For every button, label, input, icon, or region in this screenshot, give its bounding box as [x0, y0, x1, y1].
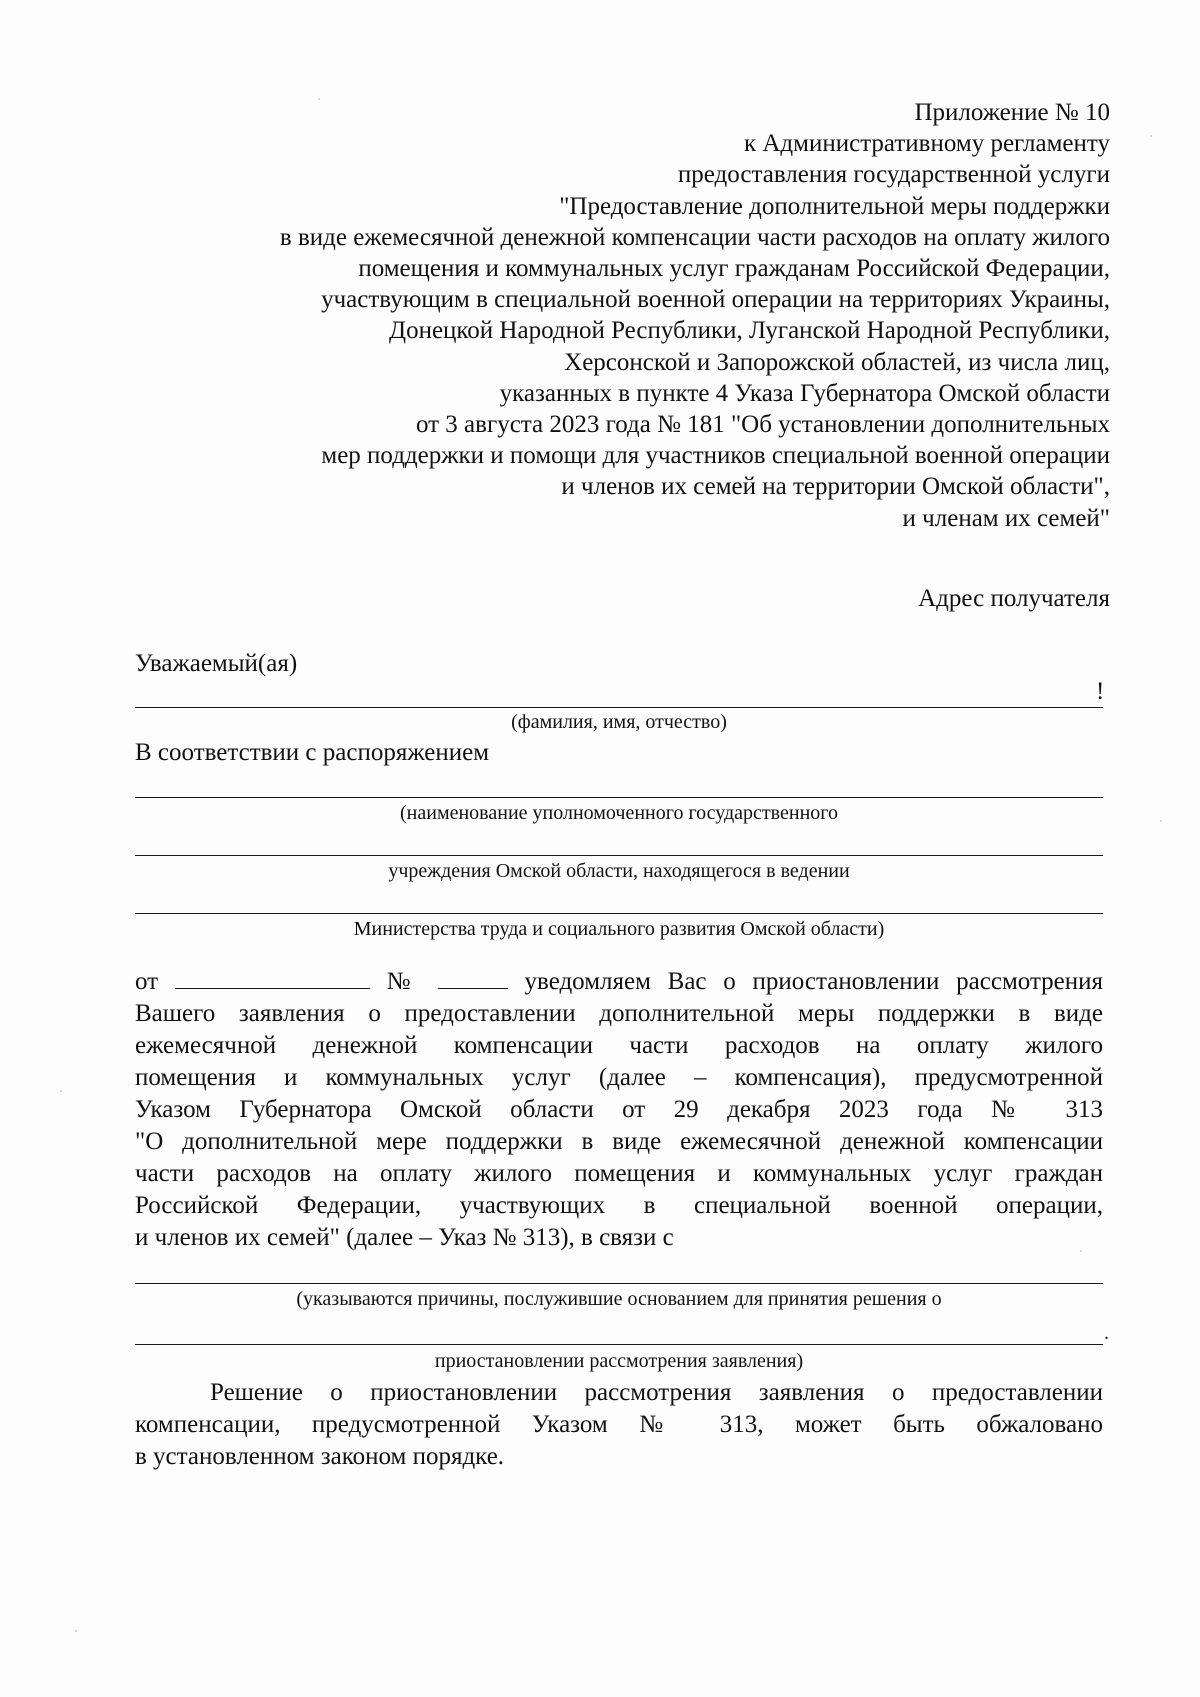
notice-last-line: и членов их семей" (далее – Указ № 313), в связи с	[135, 1224, 674, 1251]
reason-hint-2: приостановлении рассмотрения заявления)	[434, 1350, 804, 1372]
scan-speck	[1080, 1250, 1082, 1252]
scan-speck	[60, 1090, 62, 1092]
notice-line: Вашего заявления о предоставлении дополнительной меры поддержки в виде	[135, 1000, 1103, 1027]
org-hint-3: Министерства труда и социального развития Омской области)	[353, 918, 885, 940]
according-text: В соответствии с распоряжением	[135, 739, 490, 766]
number-label: №	[386, 968, 421, 995]
appeal-line: компенсации, предусмотренной Указом № 313, может быть обжаловано	[135, 1411, 1103, 1438]
fio-hint: (фамилия, имя, отчество)	[511, 711, 727, 733]
number-blank	[438, 966, 508, 989]
header-line: мер поддержки и помощи для участников специальной военной операции	[321, 442, 1110, 470]
scan-speck	[318, 98, 320, 100]
from-label: от	[135, 968, 159, 995]
header-line: "Предоставление дополнительной меры поддержки	[559, 192, 1110, 220]
header-line: и членов их семей на территории Омской области",	[561, 473, 1110, 501]
appeal-line: Решение о приостановлении рассмотрения заявления о предоставлении	[210, 1379, 1103, 1406]
fio-blank-line	[135, 707, 1103, 708]
header-line: Донецкой Народной Республики, Луганской Народной Республики,	[389, 317, 1110, 345]
recipient-address-label: Адрес получателя	[918, 585, 1110, 612]
reason-blank-line-1	[135, 1283, 1103, 1284]
scan-speck	[1150, 135, 1152, 137]
header-line: к Административному регламенту	[743, 130, 1110, 158]
org-hint-2: учреждения Омской области, находящегося в ведении	[388, 860, 850, 882]
org-blank-line-2	[135, 855, 1103, 856]
notice-line: "О дополнительной мере поддержки в виде ежемесячной денежной компенсации	[135, 1128, 1103, 1155]
notice-line: помещения и коммунальных услуг (далее – компенсация), предусмотренной	[135, 1064, 1103, 1091]
appendix-header	[110, 97, 1110, 534]
date-blank	[175, 966, 370, 989]
scan-speck	[1160, 820, 1162, 822]
notice-line: ежемесячной денежной компенсации части расходов на оплату жилого	[135, 1032, 1103, 1059]
salutation: Уважаемый(ая)	[135, 650, 298, 677]
header-line: Приложение № 10	[914, 99, 1110, 126]
header-line: помещения и коммунальных услуг гражданам Российской Федерации,	[358, 255, 1110, 283]
notice-first-line-tail: уведомляем Вас о приостановлении рассмотрения	[524, 968, 1104, 995]
reason-blank-line-2	[135, 1344, 1103, 1345]
header-line: предоставления государственной услуги	[677, 161, 1110, 189]
reason-end-dot: .	[1104, 1322, 1109, 1344]
notice-line: Российской Федерации, участвующих в специальной военной операции,	[135, 1192, 1103, 1219]
salutation-exclamation: !	[1096, 678, 1105, 705]
notice-first-line	[135, 966, 1103, 998]
org-hint-1: (наименование уполномоченного государственного	[400, 802, 838, 824]
scan-speck	[75, 1630, 77, 1632]
reason-hint-1: (указываются причины, послужившие основанием для принятия решения о	[296, 1288, 942, 1310]
header-line: участвующим в специальной военной операции на территориях Украины,	[321, 286, 1110, 314]
header-line: указанных в пункте 4 Указа Губернатора Омской области	[499, 379, 1110, 407]
header-line: и членам их семей"	[902, 504, 1110, 532]
org-blank-line-3	[135, 913, 1103, 914]
header-line: в виде ежемесячной денежной компенсации части расходов на оплату жилого	[279, 223, 1110, 251]
notice-line: Указом Губернатора Омской области от 29 декабря 2023 года № 313	[135, 1096, 1103, 1123]
appeal-last-line: в установленном законом порядке.	[135, 1443, 505, 1470]
notice-line: части расходов на оплату жилого помещения и коммунальных услуг граждан	[135, 1160, 1103, 1187]
header-line: от 3 августа 2023 года № 181 "Об установлении дополнительных	[415, 411, 1110, 439]
header-line: Херсонской и Запорожской областей, из числа лиц,	[564, 348, 1110, 376]
org-blank-line-1	[135, 797, 1103, 798]
